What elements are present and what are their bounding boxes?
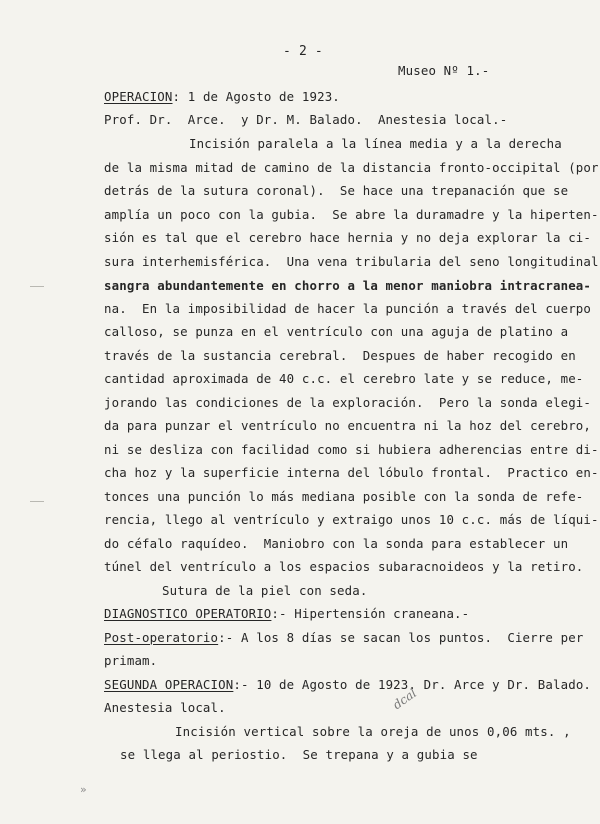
corner-mark-icon: » (80, 783, 87, 796)
postop-continuation: primam. (104, 653, 158, 668)
page-number: - 2 - (283, 44, 323, 59)
postop-text: :- A los 8 días se sacan los puntos. Cierre per (218, 630, 584, 645)
operation-label: OPERACION (104, 89, 173, 104)
body-line: jorando las condiciones de la exploración. Pero la sonda elegi- (104, 395, 592, 410)
body-line: través de la sustancia cerebral. Despues de haber recogido en (104, 348, 576, 363)
body-line: sura interhemisférica. Una vena tribularia del seno longitudinal (104, 254, 599, 269)
second-operation-line (104, 677, 591, 693)
body-line: túnel del ventrículo a los espacios subaracnoideos y la retiro. (104, 559, 584, 574)
body-line: tonces una punción lo más mediana posible con la sonda de refe- (104, 489, 584, 504)
operation-heading (104, 89, 340, 105)
diagnosis-line (104, 606, 469, 622)
museum-reference: Museo Nº 1.- (398, 63, 490, 78)
handwritten-note: dcal (390, 685, 420, 713)
second-operation-text: :- 10 de Agosto de 1923. Dr. Arce y Dr. Balado. (233, 677, 592, 692)
body-line: amplía un poco con la gubia. Se abre la duramadre y la hiperten- (104, 207, 599, 222)
body-line: do céfalo raquídeo. Maniobro con la sonda para establecer un (104, 536, 569, 551)
body-line: Incisión paralela a la línea media y a la derecha (189, 136, 562, 151)
professors-line: Prof. Dr. Arce. y Dr. M. Balado. Anestesia local.- (104, 112, 508, 127)
operation-date: : 1 de Agosto de 1923. (172, 89, 340, 104)
postop-label: Post-operatorio (104, 630, 219, 645)
body-line: sangra abundantemente en chorro a la menor maniobra intracranea- (104, 278, 592, 293)
body-line: rencia, llego al ventrículo y extraigo unos 10 c.c. más de líqui- (104, 512, 599, 527)
postop-line (104, 630, 583, 646)
margin-mark (30, 286, 44, 287)
margin-mark (30, 501, 44, 502)
second-operation-label: SEGUNDA OPERACION (104, 677, 234, 692)
anesthesia-line: Anestesia local. (104, 700, 226, 715)
body-line: de la misma mitad de camino de la distancia fronto-occipital (por (104, 160, 599, 175)
suture-line: Sutura de la piel con seda. (162, 583, 368, 598)
final-line: se llega al periostio. Se trepana y a gubia se (120, 747, 478, 762)
body-line: detrás de la sutura coronal). Se hace una trepanación que se (104, 183, 569, 198)
diagnosis-label: DIAGNOSTICO OPERATORIO (104, 606, 272, 621)
body-line: sión es tal que el cerebro hace hernia y no deja explorar la ci- (104, 230, 592, 245)
body-line: na. En la imposibilidad de hacer la punción a través del cuerpo (104, 301, 592, 316)
body-line: calloso, se punza en el ventrículo con una aguja de platino a (104, 324, 569, 339)
body-line: da para punzar el ventrículo no encuentra ni la hoz del cerebro, (104, 418, 592, 433)
final-line: Incisión vertical sobre la oreja de unos 0,06 mts. , (175, 724, 571, 739)
body-line: cantidad aproximada de 40 c.c. el cerebro late y se reduce, me- (104, 371, 584, 386)
diagnosis-text: :- Hipertensión craneana.- (271, 606, 470, 621)
body-line: cha hoz y la superficie interna del lóbulo frontal. Practico en- (104, 465, 599, 480)
body-line: ni se desliza con facilidad como si hubiera adherencias entre di- (104, 442, 599, 457)
